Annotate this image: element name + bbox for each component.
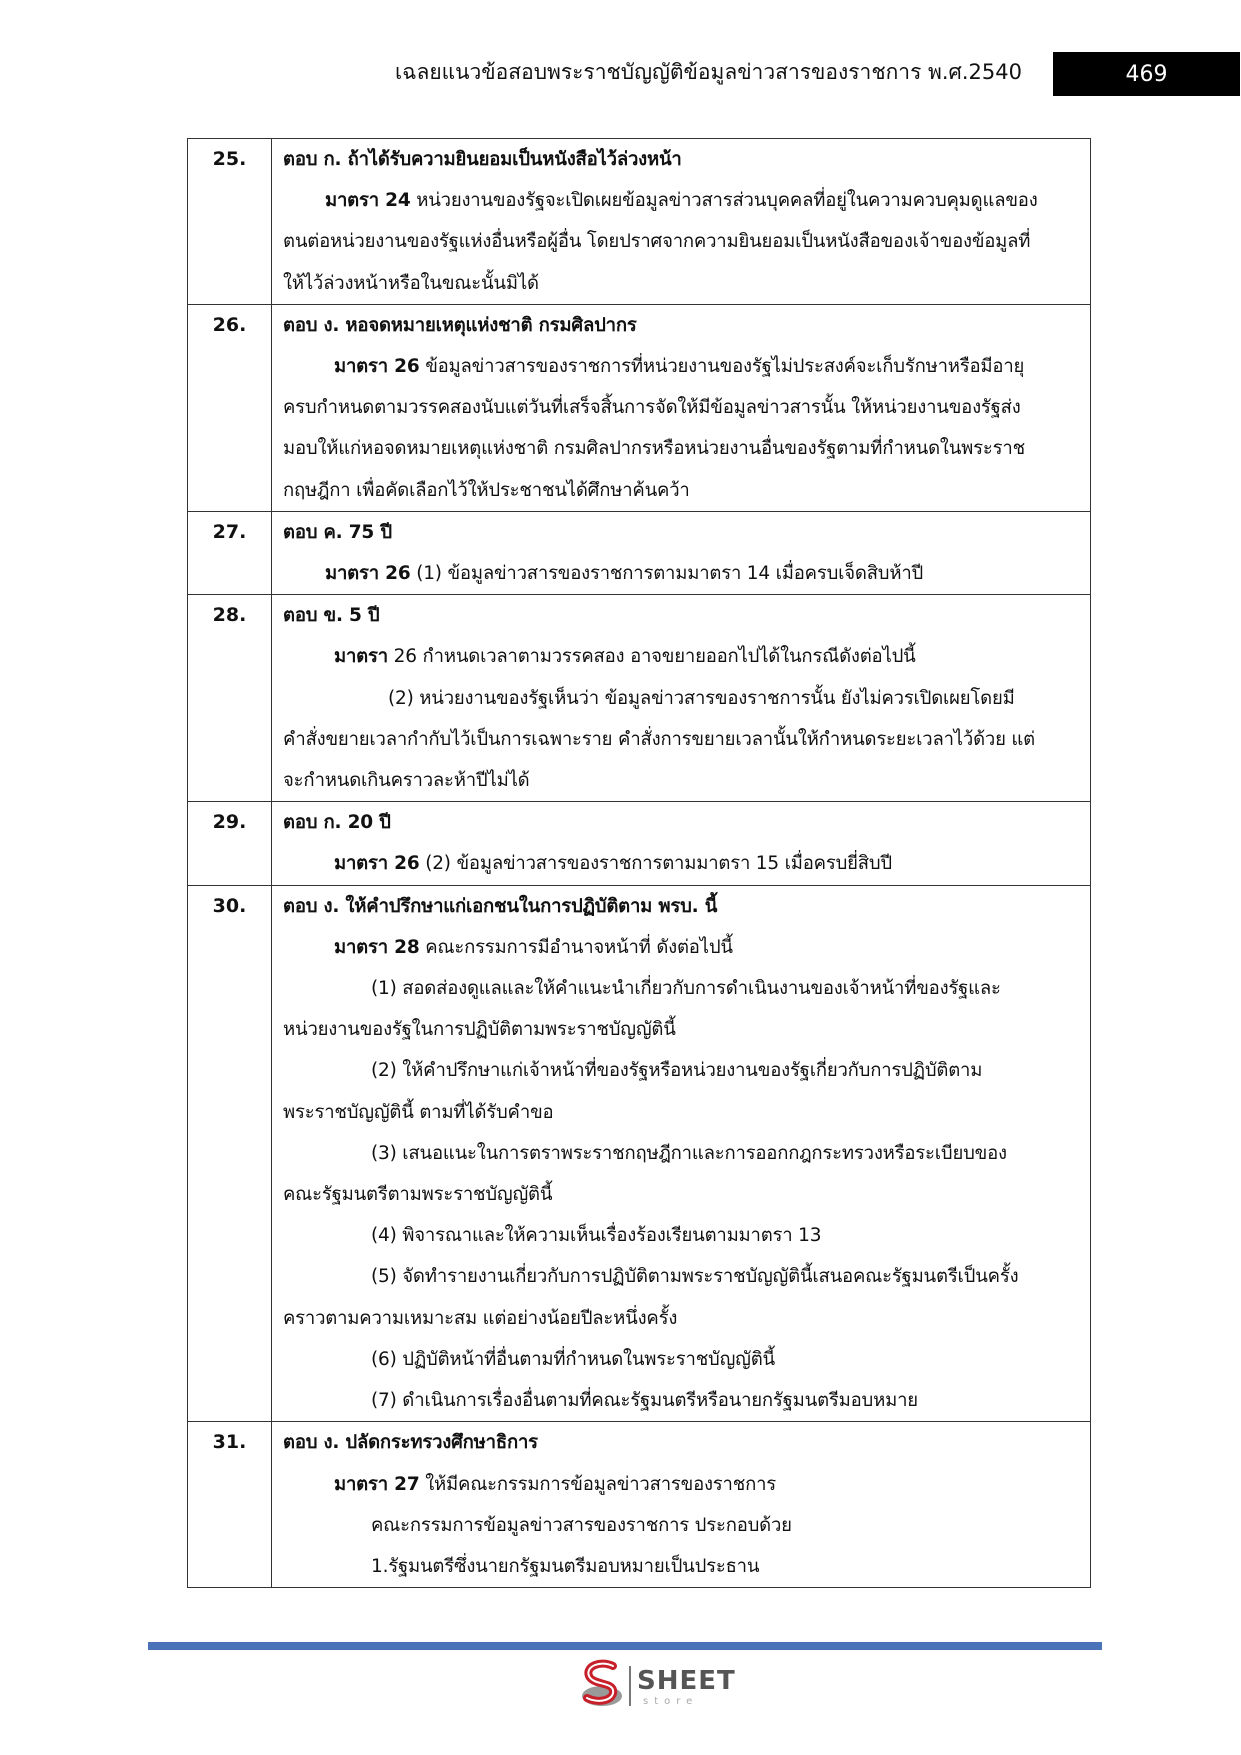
question-number: 26. [188, 304, 272, 511]
explanation-line: มาตรา 26 (1) ข้อมูลข่าวสารของราชการตามมาตรา 14 เมื่อครบเจ็ดสิบห้าปี [325, 563, 924, 585]
explanation-line: กฤษฎีกา เพื่อคัดเลือกไว้ให้ประชาชนได้ศึกษาค้นคว้า [283, 479, 690, 501]
explanation-line: มาตรา 26 กำหนดเวลาตามวรรคสอง อาจขยายออกไปได้ในกรณีดังต่อไปนี้ [334, 646, 916, 668]
answer-text: ตอบ ก. 20 ปี [283, 812, 391, 834]
page-number: 469 [1053, 52, 1240, 96]
explanation-line: คณะกรรมการข้อมูลข่าวสารของราชการ ประกอบด้วย [371, 1514, 792, 1536]
explanation-line: ตนต่อหน่วยงานของรัฐแห่งอื่นหรือผู้อื่น โดยปราศจากความยินยอมเป็นหนังสือของเจ้าของข้อมูลที่ [283, 231, 1031, 253]
explanation-line: (5) จัดทำรายงานเกี่ยวกับการปฏิบัติตามพระราชบัญญัตินี้เสนอคณะรัฐมนตรีเป็นครั้ง [371, 1266, 1019, 1288]
question-number: 28. [188, 595, 272, 802]
explanation-line: (7) ดำเนินการเรื่องอื่นตามที่คณะรัฐมนตรีหรือนายกรัฐมนตรีมอบหมาย [371, 1390, 918, 1412]
answer-table [187, 138, 1091, 1588]
table-row [188, 304, 1091, 511]
answer-text: ตอบ ง. หอจดหมายเหตุแห่งชาติ กรมศิลปากร [283, 314, 637, 336]
sheet-store-logo [577, 1658, 747, 1718]
answer-text: ตอบ ค. 75 ปี [283, 521, 392, 543]
answer-text: ตอบ ง. ให้คำปรึกษาแก่เอกชนในการปฏิบัติตาม พรบ. นี้ [283, 895, 718, 917]
answer-cell [272, 595, 1091, 802]
explanation-line: (4) พิจารณาและให้ความเห็นเรื่องร้องเรียนตามมาตรา 13 [371, 1225, 822, 1247]
answer-cell [272, 1422, 1091, 1588]
table-row [188, 1422, 1091, 1588]
answer-text: ตอบ ข. 5 ปี [283, 605, 380, 627]
explanation-line: มาตรา 27 ให้มีคณะกรรมการข้อมูลข่าวสารของราชการ [334, 1473, 777, 1495]
explanation-line: หน่วยงานของรัฐในการปฏิบัติตามพระราชบัญญัตินี้ [283, 1019, 676, 1041]
explanation-line: มาตรา 28 คณะกรรมการมีอำนาจหน้าที่ ดังต่อไปนี้ [334, 936, 733, 958]
explanation-line: 1.รัฐมนตรีซึ่งนายกรัฐมนตรีมอบหมายเป็นประธาน [371, 1555, 760, 1577]
footer-bar [148, 1642, 1102, 1650]
table-row [188, 885, 1091, 1422]
explanation-line: คำสั่งขยายเวลากำกับไว้เป็นการเฉพาะราย คำสั่งการขยายเวลานั้นให้กำหนดระยะเวลาไว้ด้วย แต่ [283, 728, 1035, 750]
answer-text: ตอบ ง. ปลัดกระทรวงศึกษาธิการ [283, 1432, 538, 1454]
s-logo-icon [577, 1658, 627, 1712]
explanation-line: (3) เสนอแนะในการตราพระราชกฤษฎีกาและการออกกฎกระทรวงหรือระเบียบของ [371, 1142, 1007, 1164]
explanation-line: จะกำหนดเกินคราวละห้าปีไม่ได้ [283, 770, 530, 792]
table-row [188, 595, 1091, 802]
question-number: 29. [188, 802, 272, 885]
question-number: 25. [188, 139, 272, 305]
table-row [188, 802, 1091, 885]
logo-subtext: store [643, 1696, 699, 1707]
header-title: เฉลยแนวข้อสอบพระราชบัญญัติข้อมูลข่าวสารของราชการ พ.ศ.2540 [394, 60, 1022, 84]
logo-divider [629, 1666, 631, 1706]
explanation-line: (2) ให้คำปรึกษาแก่เจ้าหน้าที่ของรัฐหรือหน่วยงานของรัฐเกี่ยวกับการปฏิบัติตาม [371, 1060, 983, 1082]
table-row [188, 511, 1091, 594]
explanation-line: พระราชบัญญัตินี้ ตามที่ได้รับคำขอ [283, 1101, 554, 1123]
explanation-line: ให้ไว้ล่วงหน้าหรือในขณะนั้นมิได้ [283, 272, 539, 294]
answer-cell [272, 139, 1091, 305]
explanation-line: (1) สอดส่องดูแลและให้คำแนะนำเกี่ยวกับการดำเนินงานของเจ้าหน้าที่ของรัฐและ [371, 978, 1001, 1000]
explanation-line: มาตรา 24 หน่วยงานของรัฐจะเปิดเผยข้อมูลข่าวสารส่วนบุคคลที่อยู่ในความควบคุมดูแลของ [325, 190, 1038, 212]
explanation-line: มาตรา 26 ข้อมูลข่าวสารของราชการที่หน่วยงานของรัฐไม่ประสงค์จะเก็บรักษาหรือมีอายุ [334, 356, 1025, 378]
question-number: 27. [188, 511, 272, 594]
answer-cell [272, 304, 1091, 511]
explanation-line: มาตรา 26 (2) ข้อมูลข่าวสารของราชการตามมาตรา 15 เมื่อครบยี่สิบปี [334, 853, 892, 875]
question-number: 31. [188, 1422, 272, 1588]
explanation-line: ครบกำหนดตามวรรคสองนับแต่วันที่เสร็จสิ้นการจัดให้มีข้อมูลข่าวสารนั้น ให้หน่วยงานของรัฐส่ง [283, 397, 1021, 419]
explanation-line: (6) ปฏิบัติหน้าที่อื่นตามที่กำหนดในพระราชบัญญัตินี้ [371, 1348, 775, 1370]
question-number: 30. [188, 885, 272, 1422]
answer-cell [272, 802, 1091, 885]
table-row [188, 139, 1091, 305]
answer-cell [272, 511, 1091, 594]
explanation-line: (2) หน่วยงานของรัฐเห็นว่า ข้อมูลข่าวสารของราชการนั้น ยังไม่ควรเปิดเผยโดยมี [388, 687, 1015, 709]
answer-text: ตอบ ก. ถ้าได้รับความยินยอมเป็นหนังสือไว้ล่วงหน้า [283, 149, 682, 170]
explanation-line: มอบให้แก่หอจดหมายเหตุแห่งชาติ กรมศิลปากรหรือหน่วยงานอื่นของรัฐตามที่กำหนดในพระราช [283, 438, 1025, 460]
explanation-line: คราวตามความเหมาะสม แต่อย่างน้อยปีละหนึ่งครั้ง [283, 1307, 678, 1329]
answer-cell [272, 885, 1091, 1422]
logo-text: SHEET [637, 1666, 736, 1696]
explanation-line: คณะรัฐมนตรีตามพระราชบัญญัตินี้ [283, 1184, 553, 1206]
